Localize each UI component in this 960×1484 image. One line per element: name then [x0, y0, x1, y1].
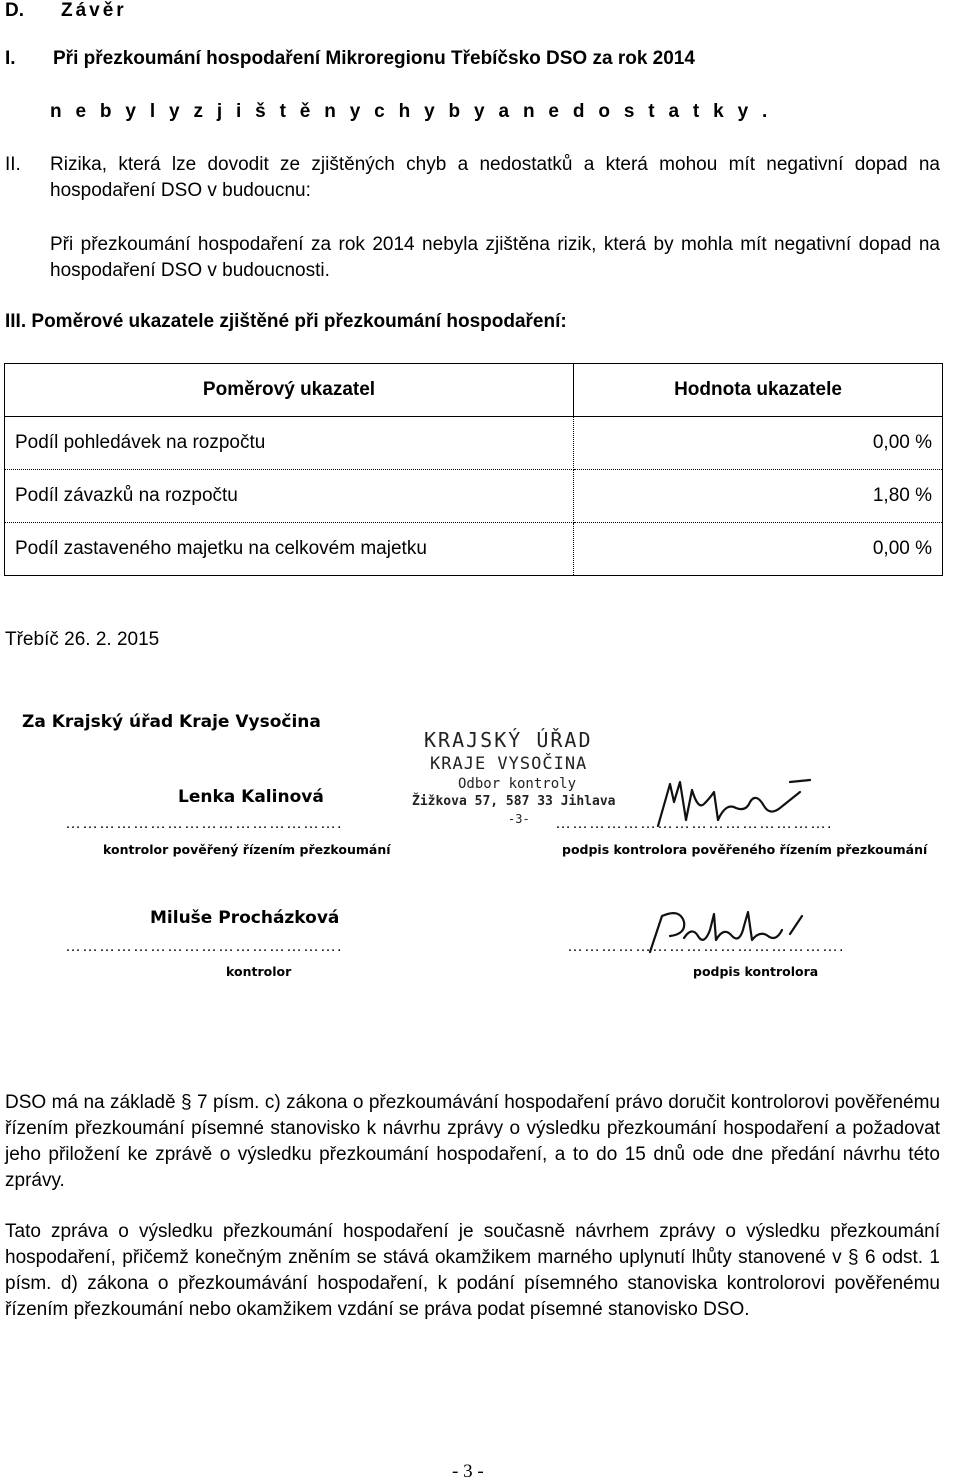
- place-and-date: Třebíč 26. 2. 2015: [5, 629, 160, 650]
- inspector-sign-caption: podpis kontrolora: [693, 964, 819, 979]
- table-header-value: Hodnota ukazatele: [574, 364, 943, 417]
- table-row: [5, 417, 943, 470]
- stamp-line-3: Odbor kontroly: [458, 776, 577, 792]
- stamp-line-2: KRAJE VYSOČINA: [430, 754, 588, 774]
- lead-inspector-sign-caption: podpis kontrolora pověřeného řízením přezkoumání: [562, 842, 928, 857]
- section-1-number: I.: [5, 48, 16, 69]
- table-cell-value: 0,00 %: [574, 523, 943, 576]
- table-cell-label: Podíl zastaveného majetku na celkovém majetku: [5, 523, 574, 576]
- lead-inspector-name: Lenka Kalinová: [178, 787, 324, 807]
- section-2-paragraph: Při přezkoumání hospodaření za rok 2014 nebyla zjištěna rizik, která by mohla mít negativní dopad na hospodaření DSO v budoucnosti.: [50, 234, 940, 281]
- lead-inspector-caption: kontrolor pověřený řízením přezkoumání: [103, 842, 391, 857]
- section-2-heading: [5, 152, 940, 204]
- stamp-line-1: KRAJSKÝ ÚŘAD: [424, 728, 593, 752]
- stamp-line-5: -3-: [508, 812, 530, 826]
- signature-line-1: ………………………………………….: [65, 815, 343, 832]
- table-row: [5, 470, 943, 523]
- section-d-heading: [5, 0, 127, 22]
- paragraph-report-status: Tato zpráva o výsledku přezkoumání hospodaření je současně návrhem zprávy o výsledku přezkoumání hospodaření, přičemž konečným zněním se stává okamžikem marného uplynutí lhůty stanovené v § 6 odst. 1 písm. d) zákona o přezkoumávání hospodaření, k podání písemného stanoviska kontrolorovi pověřenému řízením přezkoumání nebo okamžikem vzdání se práva podat písemné stanovisko DSO.: [5, 1221, 940, 1320]
- table-header-row: [5, 364, 943, 417]
- section-3-title: III. Poměrové ukazatele zjištěné při přezkoumání hospodaření:: [5, 311, 567, 332]
- stamp-line-4: Žižkova 57, 587 33 Jihlava: [412, 794, 616, 809]
- table-row: [5, 523, 943, 576]
- inspector-name: Miluše Procházková: [150, 908, 340, 928]
- table-cell-value: 0,00 %: [574, 417, 943, 470]
- inspector-caption: kontrolor: [226, 964, 292, 979]
- signature-line-4: ………………………………………….: [567, 938, 845, 955]
- section-2-number: II.: [5, 154, 21, 175]
- paragraph-right-to-comment: DSO má na základě § 7 písm. c) zákona o přezkoumávání hospodaření právo doručit kontrolorovi pověřenému řízením přezkoumání písemné stanovisko k návrhu zprávy o výsledku přezkoumání hospodaření a požadovat jeho přiložení ke zprávě o výsledku přezkoumání hospodaření, a to do 15 dnů ode dne předání návrhu této zprávy.: [5, 1092, 940, 1191]
- table-cell-label: Podíl pohledávek na rozpočtu: [5, 417, 574, 470]
- table-cell-label: Podíl závazků na rozpočtu: [5, 470, 574, 523]
- signature-line-3: ………………………………………….: [65, 938, 343, 955]
- ratio-indicators-table: [4, 363, 943, 576]
- section-1-title: [5, 48, 695, 70]
- section-d-title: Závěr: [61, 0, 127, 21]
- signature-line-2: ………………………………………….: [555, 815, 833, 832]
- section-2-heading-text: Rizika, která lze dovodit ze zjištěných chyb a nedostatků a která mohou mít negativní dopad na hospodaření DSO v budoucnu:: [50, 154, 940, 201]
- section-1-title-text: Při přezkoumání hospodaření Mikroregionu Třebíčsko DSO za rok 2014: [53, 48, 695, 69]
- table-cell-value: 1,80 %: [574, 470, 943, 523]
- page-number: - 3 -: [452, 1461, 484, 1482]
- section-1-finding: n e b y l y z j i š t ě n y c h y b y a n e d o s t a t k y .: [50, 101, 772, 122]
- table-header-indicator: Poměrový ukazatel: [5, 364, 574, 417]
- section-d-letter: D.: [5, 0, 24, 21]
- signature-organization: Za Krajský úřad Kraje Vysočina: [22, 712, 321, 732]
